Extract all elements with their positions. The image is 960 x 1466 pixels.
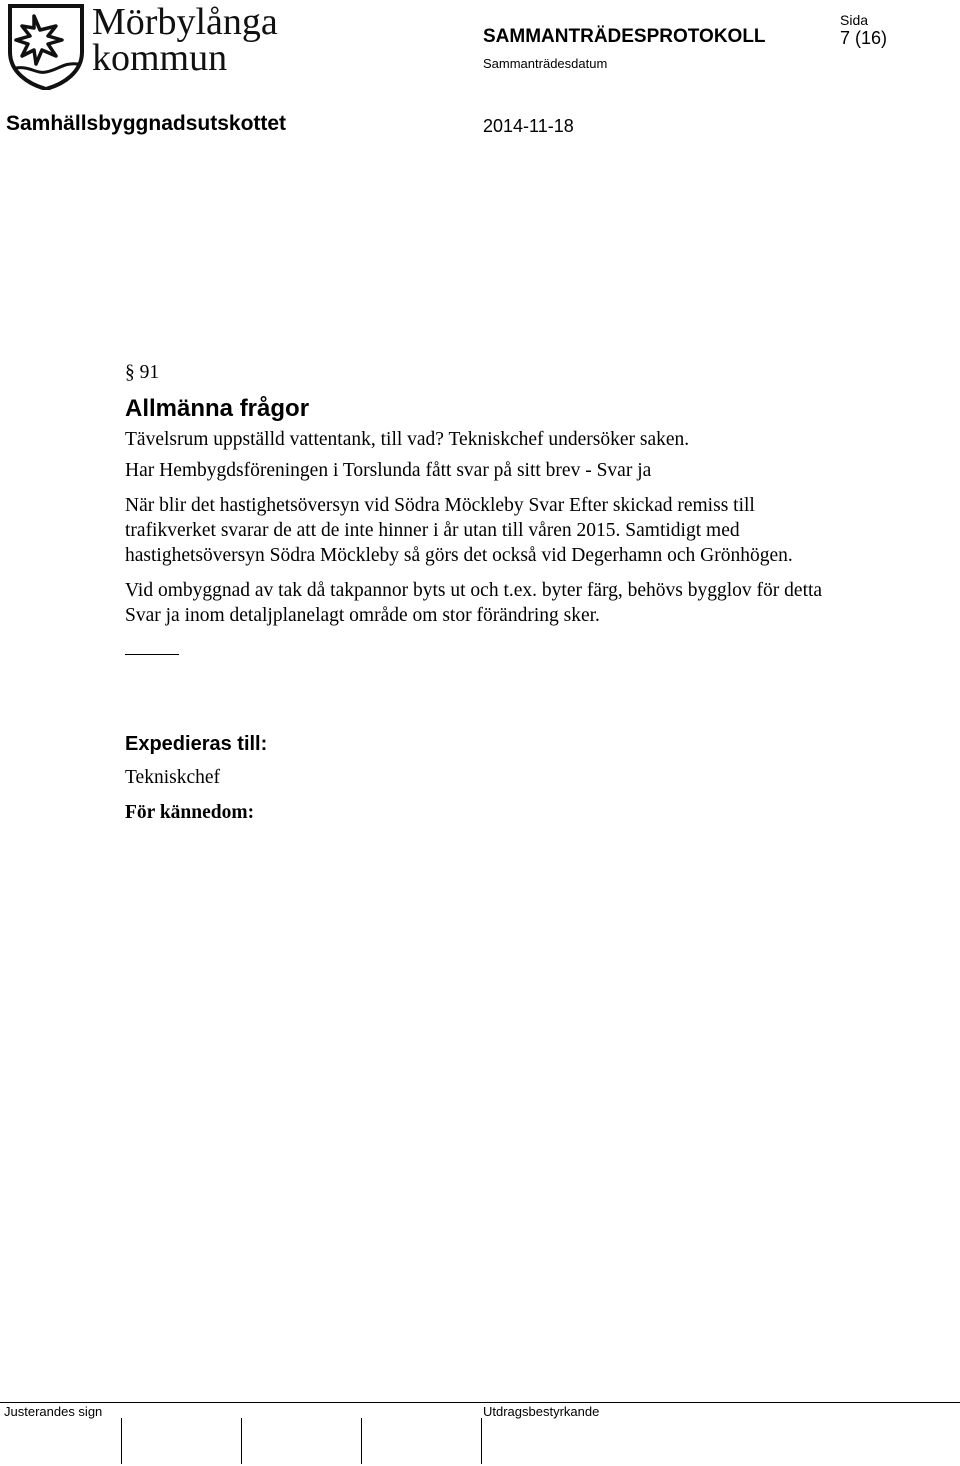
signature-box-divider xyxy=(481,1418,482,1464)
municipality-coat-of-arms-icon xyxy=(6,4,86,90)
section-number: § 91 xyxy=(125,362,160,383)
section-heading: Allmänna frågor xyxy=(125,395,310,422)
signature-box-divider xyxy=(361,1418,362,1464)
page-label: Sida xyxy=(840,12,869,28)
footer-divider xyxy=(0,1402,960,1403)
page-number: 7 (16) xyxy=(840,28,888,48)
expedieras-recipient: Tekniskchef xyxy=(125,767,221,788)
expedieras-heading: Expedieras till: xyxy=(125,733,268,755)
paragraph: Vid ombyggnad av tak då takpannor byts ut och t.ex. byter färg, behövs bygglov för detta Svar ja inom detaljplanelagt område om stor förändring sker. xyxy=(125,580,823,626)
paragraph: Tävelsrum uppställd vattentank, till vad? Tekniskchef undersöker saken. xyxy=(125,429,690,450)
paragraph: När blir det hastighetsöversyn vid Södra Möckleby Svar Efter skickad remiss till trafikverket svarar de att de inte hinner i år utan till våren 2015. Samtidigt med hastighetsöversyn Södra Möckleby så görs det också vid Degerhamn och Grönhögen. xyxy=(125,495,793,566)
protocol-section xyxy=(125,360,825,825)
signature-label: Justerandes sign xyxy=(4,1404,103,1419)
meeting-date: 2014-11-18 xyxy=(483,116,574,136)
paragraph: Har Hembygdsföreningen i Torslunda fått svar på sitt brev - Svar ja xyxy=(125,460,652,481)
kannedom-heading: För kännedom: xyxy=(125,802,255,823)
document-title: SAMMANTRÄDESPROTOKOLL xyxy=(483,26,766,47)
signature-box-divider xyxy=(241,1418,242,1464)
logo-line-1: Mörbylånga xyxy=(92,1,278,43)
signature-box-divider xyxy=(121,1418,122,1464)
extract-certification-label: Utdragsbestyrkande xyxy=(483,1404,600,1419)
logo-line-2: kommun xyxy=(92,37,228,79)
logo-wordmark xyxy=(92,1,278,79)
section-end-rule xyxy=(125,654,179,655)
meeting-date-label: Sammanträdesdatum xyxy=(483,56,608,71)
department-name: Samhällsbyggnadsutskottet xyxy=(6,112,287,135)
